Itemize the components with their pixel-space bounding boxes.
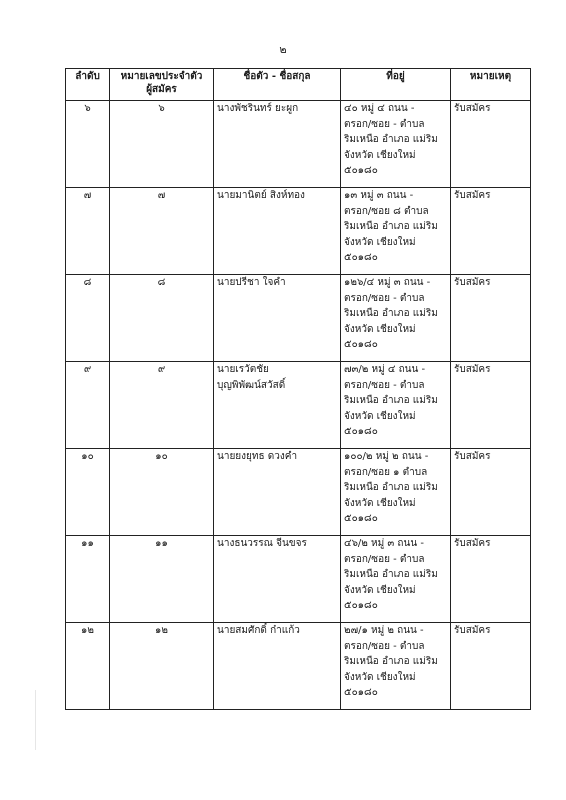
address-line: ๑๓ หมู่ ๓ ถนน - [344,190,414,201]
address-line: ๕๐๑๘๐ [344,252,378,263]
name-line: นายเรวัตชัย [217,364,269,375]
table-row [66,275,531,362]
address-line: ๔๐ หมู่ ๔ ถนน - [344,103,415,114]
address-line: จังหวัด เชียงใหม่ [344,149,416,161]
name-line: บุญพิพัฒน์สวัสดิ์ [217,379,286,391]
name-cell [214,101,341,188]
address-line: ริมเหนือ อำเภอ แม่ริม [344,482,438,493]
applicant-number-cell: ๑๒ [110,623,214,710]
header-order: ลำดับ [66,69,110,101]
header-name: ชื่อตัว - ชื่อสกุล [214,69,341,101]
page-number: ๒ [279,43,287,56]
order-cell: ๖ [66,101,110,188]
name-line: นายปรีชา ใจคำ [217,277,286,288]
order-cell: ๗ [66,188,110,275]
address-line: ตรอก/ซอย ๘ ตำบล [344,205,429,217]
address-line: จังหวัด เชียงใหม่ [344,323,416,335]
name-line: นายสมศักดิ์ ก๋าแก้ว [217,625,300,636]
note-cell: รับสมัคร [451,623,531,710]
applicant-number-cell: ๗ [110,188,214,275]
name-cell [214,188,341,275]
address-line: ริมเหนือ อำเภอ แม่ริม [344,656,438,667]
address-cell [341,188,451,275]
name-cell [214,275,341,362]
address-line: ริมเหนือ อำเภอ แม่ริม [344,395,438,406]
name-cell [214,449,341,536]
name-cell [214,623,341,710]
name-cell [214,536,341,623]
address-line: ตรอก/ซอย ๑ ตำบล [344,466,428,478]
address-line: ๕๐๑๘๐ [344,339,378,350]
address-line: ริมเหนือ อำเภอ แม่ริม [344,221,438,232]
address-cell [341,536,451,623]
note-cell: รับสมัคร [451,188,531,275]
address-line: ๒๗/๑ หมู่ ๒ ถนน - [344,625,424,636]
table-row [66,449,531,536]
order-cell: ๘ [66,275,110,362]
table-row [66,536,531,623]
address-line: ตรอก/ซอย - ตำบล [344,292,425,304]
scan-mark [35,690,36,750]
name-line: นายยงยุทธ ดวงคำ [217,451,298,462]
table-row [66,362,531,449]
address-line: ริมเหนือ อำเภอ แม่ริม [344,134,438,145]
header-address: ที่อยู่ [341,69,451,101]
name-line: นางธนวรรณ จีนขจร [217,538,307,549]
address-line: ๗๓/๒ หมู่ ๔ ถนน - [344,364,426,375]
order-cell: ๙ [66,362,110,449]
order-cell: ๑๑ [66,536,110,623]
note-cell: รับสมัคร [451,449,531,536]
address-line: ตรอก/ซอย - ตำบล [344,118,425,130]
address-line: จังหวัด เชียงใหม่ [344,236,416,248]
address-line: ๕๐๑๘๐ [344,600,378,611]
header-applicant-number-line1: หมายเลขประจำตัว [120,71,203,82]
note-cell: รับสมัคร [451,275,531,362]
address-line: จังหวัด เชียงใหม่ [344,497,416,509]
address-cell [341,623,451,710]
table-row [66,623,531,710]
table-header-row [66,69,531,101]
order-cell: ๑๒ [66,623,110,710]
applicant-table [65,68,531,710]
address-line: ริมเหนือ อำเภอ แม่ริม [344,308,438,319]
address-line: ๕๐๑๘๐ [344,687,378,698]
order-cell: ๑๐ [66,449,110,536]
address-line: จังหวัด เชียงใหม่ [344,671,416,683]
table-row [66,188,531,275]
address-line: ๑๒๖/๔ หมู่ ๓ ถนน - [344,277,431,288]
name-cell [214,362,341,449]
table-row [66,101,531,188]
address-cell [341,362,451,449]
applicant-number-cell: ๖ [110,101,214,188]
address-line: ตรอก/ซอย - ตำบล [344,553,425,565]
applicant-number-cell: ๘ [110,275,214,362]
note-cell: รับสมัคร [451,536,531,623]
header-applicant-number [110,69,214,101]
header-applicant-number-line2: ผู้สมัคร [146,84,177,95]
note-cell: รับสมัคร [451,362,531,449]
applicant-number-cell: ๑๑ [110,536,214,623]
applicant-number-cell: ๙ [110,362,214,449]
address-line: ตรอก/ซอย - ตำบล [344,379,425,391]
address-line: จังหวัด เชียงใหม่ [344,584,416,596]
note-cell: รับสมัคร [451,101,531,188]
name-line: นางพัชรินทร์ ยะผูก [217,103,299,114]
address-line: ๕๐๑๘๐ [344,426,378,437]
address-line: ริมเหนือ อำเภอ แม่ริม [344,569,438,580]
name-line: นายมานิตย์ สิงห์ทอง [217,190,305,201]
address-line: จังหวัด เชียงใหม่ [344,410,416,422]
header-note: หมายเหตุ [451,69,531,101]
address-line: ๕๐๑๘๐ [344,513,378,524]
address-cell [341,449,451,536]
applicant-number-cell: ๑๐ [110,449,214,536]
address-line: ๑๐๐/๒ หมู่ ๒ ถนน - [344,451,429,462]
table-body [66,101,531,710]
address-cell [341,275,451,362]
address-line: ๕๐๑๘๐ [344,165,378,176]
address-line: ตรอก/ซอย - ตำบล [344,640,425,652]
address-line: ๔๖/๒ หมู่ ๓ ถนน - [344,538,424,549]
address-cell [341,101,451,188]
